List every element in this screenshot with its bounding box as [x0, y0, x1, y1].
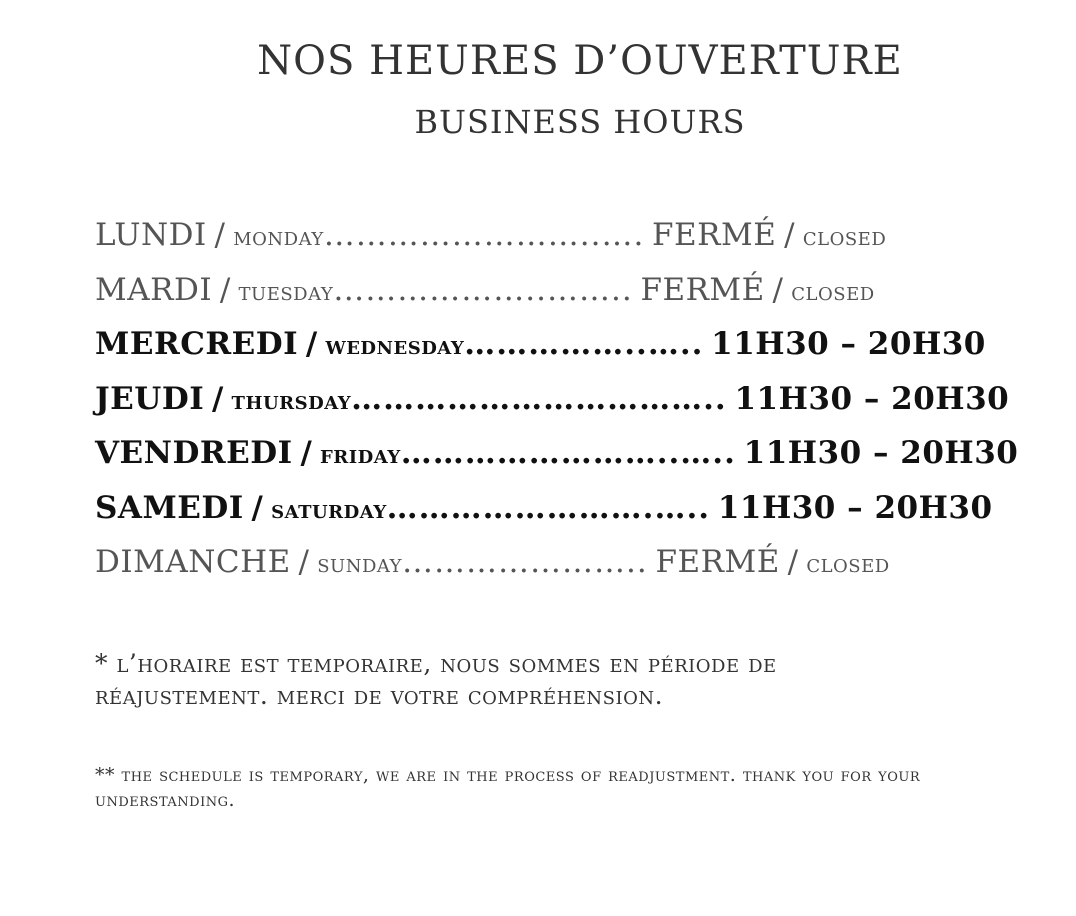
hours-value: FERMÉ: [655, 544, 780, 580]
day-fr: DIMANCHE: [95, 544, 291, 580]
note-english: ** the schedule is temporary, we are in the process of readjustment. thank you for your understanding.: [95, 764, 921, 811]
page-title: NOS HEURES D’OUVERTURE: [257, 38, 903, 84]
day-en: monday: [233, 222, 324, 251]
separator: /: [219, 271, 231, 308]
hours-en: closed: [802, 222, 887, 251]
day-fr: VENDREDI: [95, 435, 293, 471]
hours-value: 11H30 – 20H30: [717, 489, 993, 526]
hours-separator: /: [772, 271, 784, 308]
day-fr: MARDI: [95, 271, 213, 308]
hours-value: 11H30 – 20H30: [734, 380, 1010, 417]
separator: /: [211, 380, 224, 417]
day-en: saturday: [271, 494, 387, 524]
hours-separator: /: [784, 217, 796, 253]
hours-en: closed: [791, 276, 875, 306]
day-fr: JEUDI: [95, 380, 205, 417]
schedule-row-monday: [95, 212, 995, 267]
separator: /: [251, 489, 264, 526]
hours-separator: [1018, 435, 1034, 471]
schedule-row-friday: [95, 430, 1019, 485]
schedule-row-sunday: [95, 539, 995, 594]
day-fr: LUNDI: [95, 217, 207, 253]
day-en: wednesday: [325, 331, 465, 360]
schedule-row-wednesday: [95, 321, 995, 376]
day-en: sunday: [317, 549, 403, 578]
note-french: * l’horaire est temporaire, nous sommes en période de réajustement. merci de votre compréhension.: [95, 649, 777, 710]
leader-dots: ……………………..….: [323, 217, 645, 253]
hours-separator: /: [787, 544, 799, 580]
schedule-row-tuesday: [95, 267, 995, 322]
separator: /: [305, 326, 318, 362]
hours-separator: [993, 490, 1009, 526]
hours-value: FERMÉ: [640, 271, 765, 308]
leader-dots: ………………..……..: [333, 271, 633, 308]
separator: /: [298, 544, 310, 580]
hours-separator: [1009, 381, 1025, 417]
hours-value: FERMÉ: [652, 217, 777, 253]
hours-separator: [986, 326, 1002, 362]
leader-dots: ……………………………..: [351, 380, 727, 417]
leader-dots: ……………..…..: [464, 326, 704, 362]
schedule-row-thursday: [95, 376, 1010, 431]
separator: /: [214, 217, 226, 253]
hours-schedule: [95, 212, 1019, 594]
schedule-row-saturday: [95, 485, 995, 540]
day-en: thursday: [231, 385, 352, 415]
leader-dots: ……………………..…..: [400, 435, 736, 471]
separator: /: [300, 435, 313, 471]
leader-dots: …………………..: [402, 544, 648, 580]
day-en: tuesday: [238, 276, 334, 306]
day-fr: MERCREDI: [95, 326, 299, 362]
hours-value: 11H30 – 20H30: [743, 435, 1019, 471]
leader-dots: …………………….…..: [386, 489, 711, 526]
day-en: friday: [320, 440, 401, 469]
hours-en: closed: [806, 549, 890, 578]
day-fr: SAMEDI: [95, 489, 244, 526]
page-subtitle: BUSINESS HOURS: [414, 103, 746, 141]
hours-value: 11H30 – 20H30: [711, 326, 986, 362]
